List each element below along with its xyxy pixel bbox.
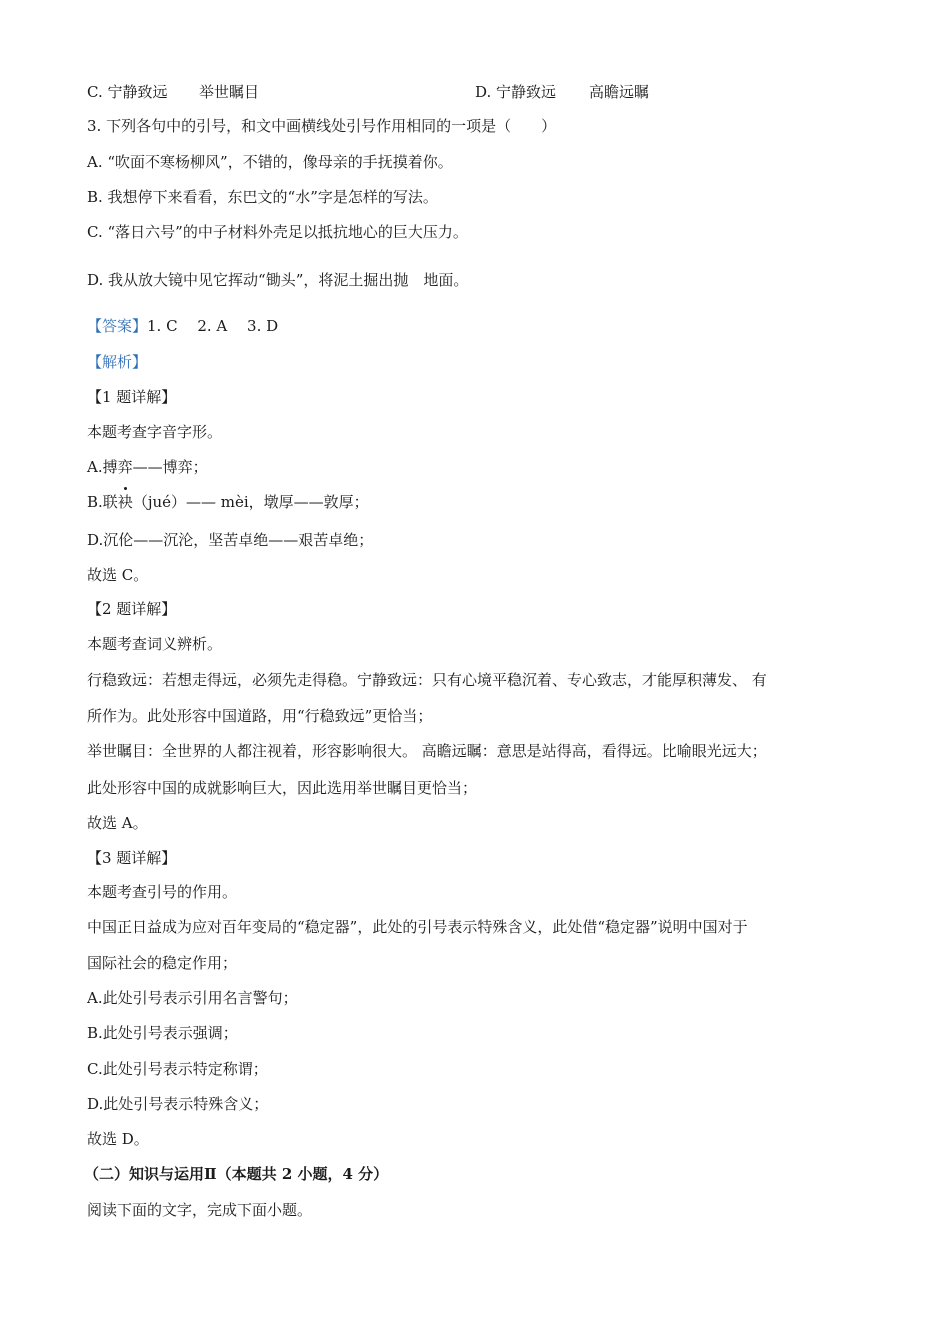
detail-3-line-b: B.此处引号表示强调； [87,1024,238,1042]
option-d-label: D. 宁静致远 [475,83,557,101]
answer-text: 1. C 2. A 3. D [147,317,279,335]
detail-1-line-a: A.搏弈——博弈； [87,458,208,476]
option-c-word: 举世瞩目 [199,83,260,101]
analysis-label: 【解析】 [87,353,148,371]
detail-3-conclusion: 故选 D。 [87,1130,149,1148]
detail-1-conclusion: 故选 C。 [87,566,149,584]
detail-3-para-line2: 国际社会的稳定作用； [87,954,238,972]
detail-2-conclusion: 故选 A。 [87,814,148,832]
section-2-title: （二）知识与运用Ⅱ（本题共 2 小题，4 分） [84,1165,389,1183]
question-3-option-c: C. “落日六号”的中子材料外壳足以抵抗地心的巨大压力。 [87,223,468,241]
detail-2-para2-line2: 此处形容中国的成就影响巨大，因此选用举世瞩目更恰当； [87,779,478,797]
detail-1-line-b-pre: B.联 [87,493,118,511]
question-3-stem: 3. 下列各句中的引号，和文中画横线处引号作用相同的一项是（ ） [87,117,557,135]
answer-line [87,316,278,336]
option-c-label: C. 宁静致远 [87,83,168,101]
detail-1-intro: 本题考查字音字形。 [87,423,223,441]
detail-3-line-a: A.此处引号表示引用名言警句； [87,989,298,1007]
detail-1-heading: 【1 题详解】 [87,388,177,406]
detail-2-intro: 本题考查词义辨析。 [87,635,223,653]
emphasis-dot-char: 袂 [117,493,133,511]
detail-2-heading: 【2 题详解】 [87,600,177,618]
detail-3-heading: 【3 题详解】 [87,849,177,867]
detail-3-line-c: C.此处引号表示特定称谓； [87,1060,268,1078]
detail-2-para1-line1: 行稳致远：若想走得远，必须先走得稳。宁静致远：只有心境平稳沉着、专心致志，才能厚积薄发、 有 [87,671,767,689]
answer-label: 【答案】 [87,317,148,335]
option-d-word: 高瞻远瞩 [589,83,650,101]
detail-1-line-d: D.沉伦——沉沦，坚苦卓绝——艰苦卓绝； [87,531,374,549]
detail-2-para1-line2: 所作为。此处形容中国道路，用“行稳致远”更恰当； [87,707,433,725]
detail-3-intro: 本题考查引号的作用。 [87,883,238,901]
detail-3-para-line1: 中国正日益成为应对百年变局的“稳定器”，此处的引号表示特殊含义，此处借“稳定器”说明中国对于 [87,918,748,936]
detail-3-line-d: D.此处引号表示特殊含义； [87,1095,269,1113]
detail-1-line-b [87,492,369,512]
question-3-option-d: D. 我从放大镜中见它挥动“锄头”，将泥土掘出抛 地面。 [87,271,469,289]
question-3-option-a: A. “吹面不寒杨柳风”，不错的，像母亲的手抚摸着你。 [87,153,453,171]
question-3-option-b: B. 我想停下来看看，东巴文的“水”字是怎样的写法。 [87,188,438,206]
detail-1-line-b-post: （jué）—— mèi，墩厚——敦厚； [132,493,369,511]
section-2-instruction: 阅读下面的文字，完成下面小题。 [87,1201,313,1219]
detail-2-para2-line1: 举世瞩目：全世界的人都注视着，形容影响很大。 高瞻远瞩：意思是站得高，看得远。比喻眼光远大； [87,742,767,760]
